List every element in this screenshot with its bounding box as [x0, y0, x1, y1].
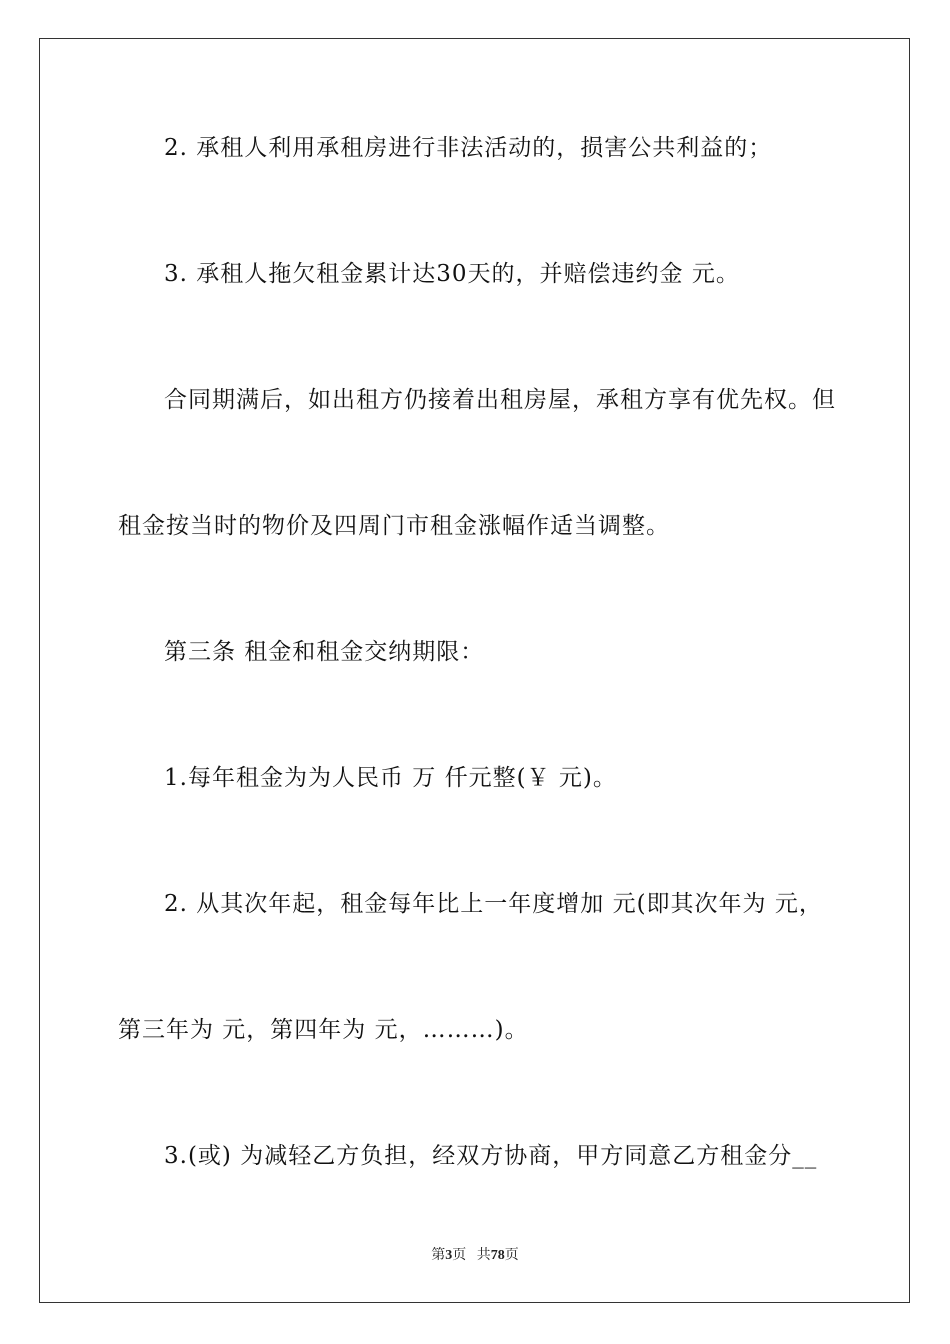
paragraph-line-1: 合同期满后，如出租方仍接着出租房屋，承租方享有优先权。但 — [164, 387, 836, 413]
paragraph-line-2: 租金按当时的物价及四周门市租金涨幅作适当调整。 — [118, 513, 670, 539]
rent-item-2-continued: 第三年为 元，第四年为 元，………)。 — [118, 1017, 529, 1043]
footer-page-number: 3 — [445, 1248, 453, 1263]
footer-suffix: 页 — [504, 1248, 519, 1263]
page-frame — [39, 38, 910, 1303]
clause-line-2: 3. 承租人拖欠租金累计达30天的，并赔偿违约金 元。 — [164, 261, 740, 287]
clause-line-1: 2. 承租人利用承租房进行非法活动的，损害公共利益的； — [164, 135, 773, 161]
footer-total-pages: 78 — [490, 1248, 505, 1263]
page-footer — [0, 1247, 950, 1265]
rent-item-1: 1.每年租金为为人民币 万 仟元整(￥ 元)。 — [164, 765, 617, 791]
rent-item-2: 2. 从其次年起，租金每年比上一年度增加 元(即其次年为 元， — [164, 891, 823, 917]
footer-prefix: 第 — [431, 1248, 446, 1263]
rent-item-3: 3.(或) 为减轻乙方负担，经双方协商，甲方同意乙方租金分__ — [164, 1143, 818, 1169]
article-heading: 第三条 租金和租金交纳期限： — [164, 639, 485, 665]
footer-mid: 页 共 — [452, 1248, 491, 1263]
